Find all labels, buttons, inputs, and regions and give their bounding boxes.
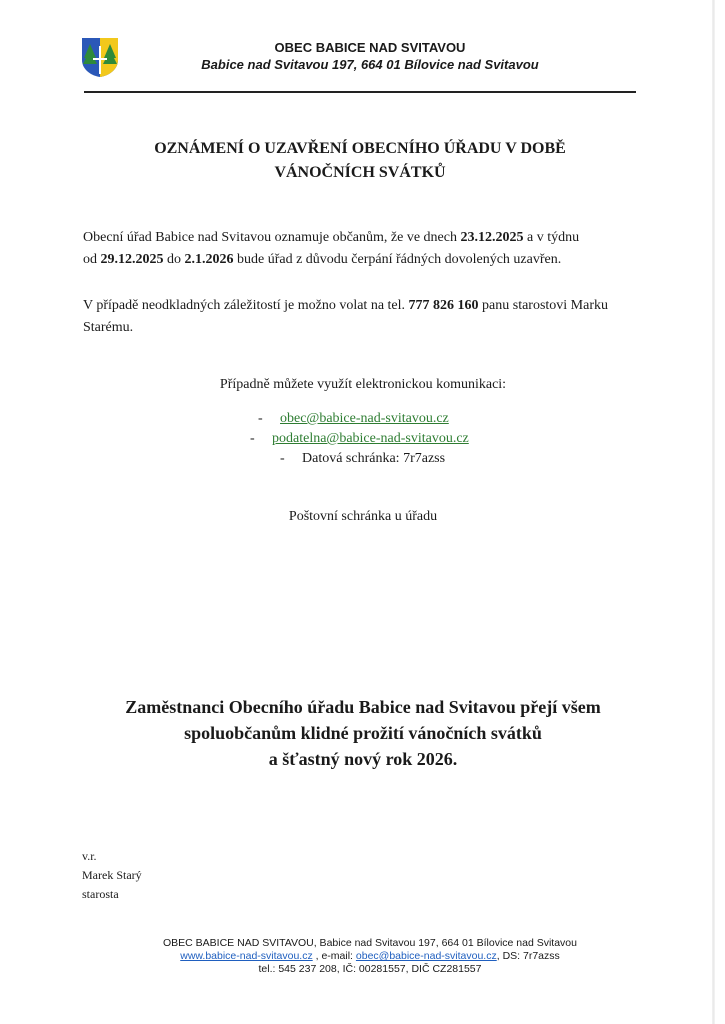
urgent-paragraph (83, 295, 643, 339)
footer-line1: OBEC BABICE NAD SVITAVOU, Babice nad Svitavou 197, 664 01 Bílovice nad Svitavou (163, 937, 577, 949)
notice-title-line1: OZNÁMENÍ O UZAVŘENÍ OBECNÍHO ÚŘADU V DOBĚ (154, 140, 566, 157)
greeting-line1: Zaměstnanci Obecního úřadu Babice nad Svitavou přejí všem (125, 697, 601, 717)
header-divider (84, 91, 636, 93)
urgent-text-2: panu starostovi Marku (478, 298, 609, 313)
urgent-text-3: Starému. (83, 320, 134, 335)
urgent-text-1: V případě neodkladných záležitostí je možno volat na tel. (83, 298, 409, 313)
notice-title (110, 137, 610, 185)
list-item (250, 429, 510, 449)
email-link[interactable]: obec@babice-nad-svitavou.cz (280, 411, 449, 426)
list-item (250, 409, 510, 429)
municipality-address: Babice nad Svitavou 197, 664 01 Bílovice nad Svitavou (201, 57, 539, 72)
closure-text-1: Obecní úřad Babice nad Svitavou oznamuje občanům, že ve dnech (83, 230, 461, 245)
closure-date-1: 23.12.2025 (460, 230, 524, 245)
scan-edge (712, 0, 715, 1024)
signature-name: Marek Starý (82, 868, 142, 882)
list-dash: - (280, 451, 285, 466)
signature-vr: v.r. (82, 849, 97, 863)
closure-text-5: bude úřad z důvodu čerpání řádných dovolených uzavřen. (233, 252, 562, 267)
notice-title-line2: VÁNOČNÍCH SVÁTKŮ (274, 164, 446, 181)
closure-text-3: od (83, 252, 101, 267)
list-dash: - (250, 431, 255, 446)
footer-email-link[interactable]: obec@babice-nad-svitavou.cz (355, 950, 497, 962)
greeting-line2: spoluobčanům klidné prožití vánočních svátků (184, 723, 542, 743)
greeting-line3: a šťastný nový rok 2026. (268, 749, 458, 769)
municipality-name: OBEC BABICE NAD SVITAVOU (274, 40, 466, 55)
phone-number: 777 826 160 (408, 298, 479, 313)
closure-text-4: do (163, 252, 185, 267)
podatelna-link[interactable]: podatelna@babice-nad-svitavou.cz (272, 431, 469, 446)
signature-block (82, 847, 142, 904)
contact-intro: Případně můžete využít elektronickou komunikaci: (219, 377, 507, 392)
mailbox-note: Poštovní schránka u úřadu (288, 509, 438, 524)
data-box-text: Datová schránka: 7r7azss (302, 451, 446, 466)
closure-text-2: a v týdnu (523, 230, 580, 245)
closure-paragraph (83, 227, 643, 271)
closure-date-3: 2.1.2026 (184, 252, 234, 267)
holiday-greeting (83, 694, 643, 772)
coat-of-arms-icon (80, 36, 120, 78)
website-link[interactable]: www.babice-nad-svitavou.cz (180, 950, 313, 962)
list-item (250, 449, 510, 469)
list-dash: - (258, 411, 263, 426)
footer-sep: , e-mail: (312, 950, 356, 962)
footer-ds: , DS: 7r7azss (496, 950, 560, 962)
signature-role: starosta (82, 887, 119, 901)
contact-list (250, 409, 510, 469)
footer-line2 (100, 950, 640, 963)
footer-line3: tel.: 545 237 208, IČ: 00281557, DIČ CZ281557 (258, 963, 482, 975)
closure-date-2: 29.12.2025 (100, 252, 164, 267)
footer (100, 937, 640, 976)
